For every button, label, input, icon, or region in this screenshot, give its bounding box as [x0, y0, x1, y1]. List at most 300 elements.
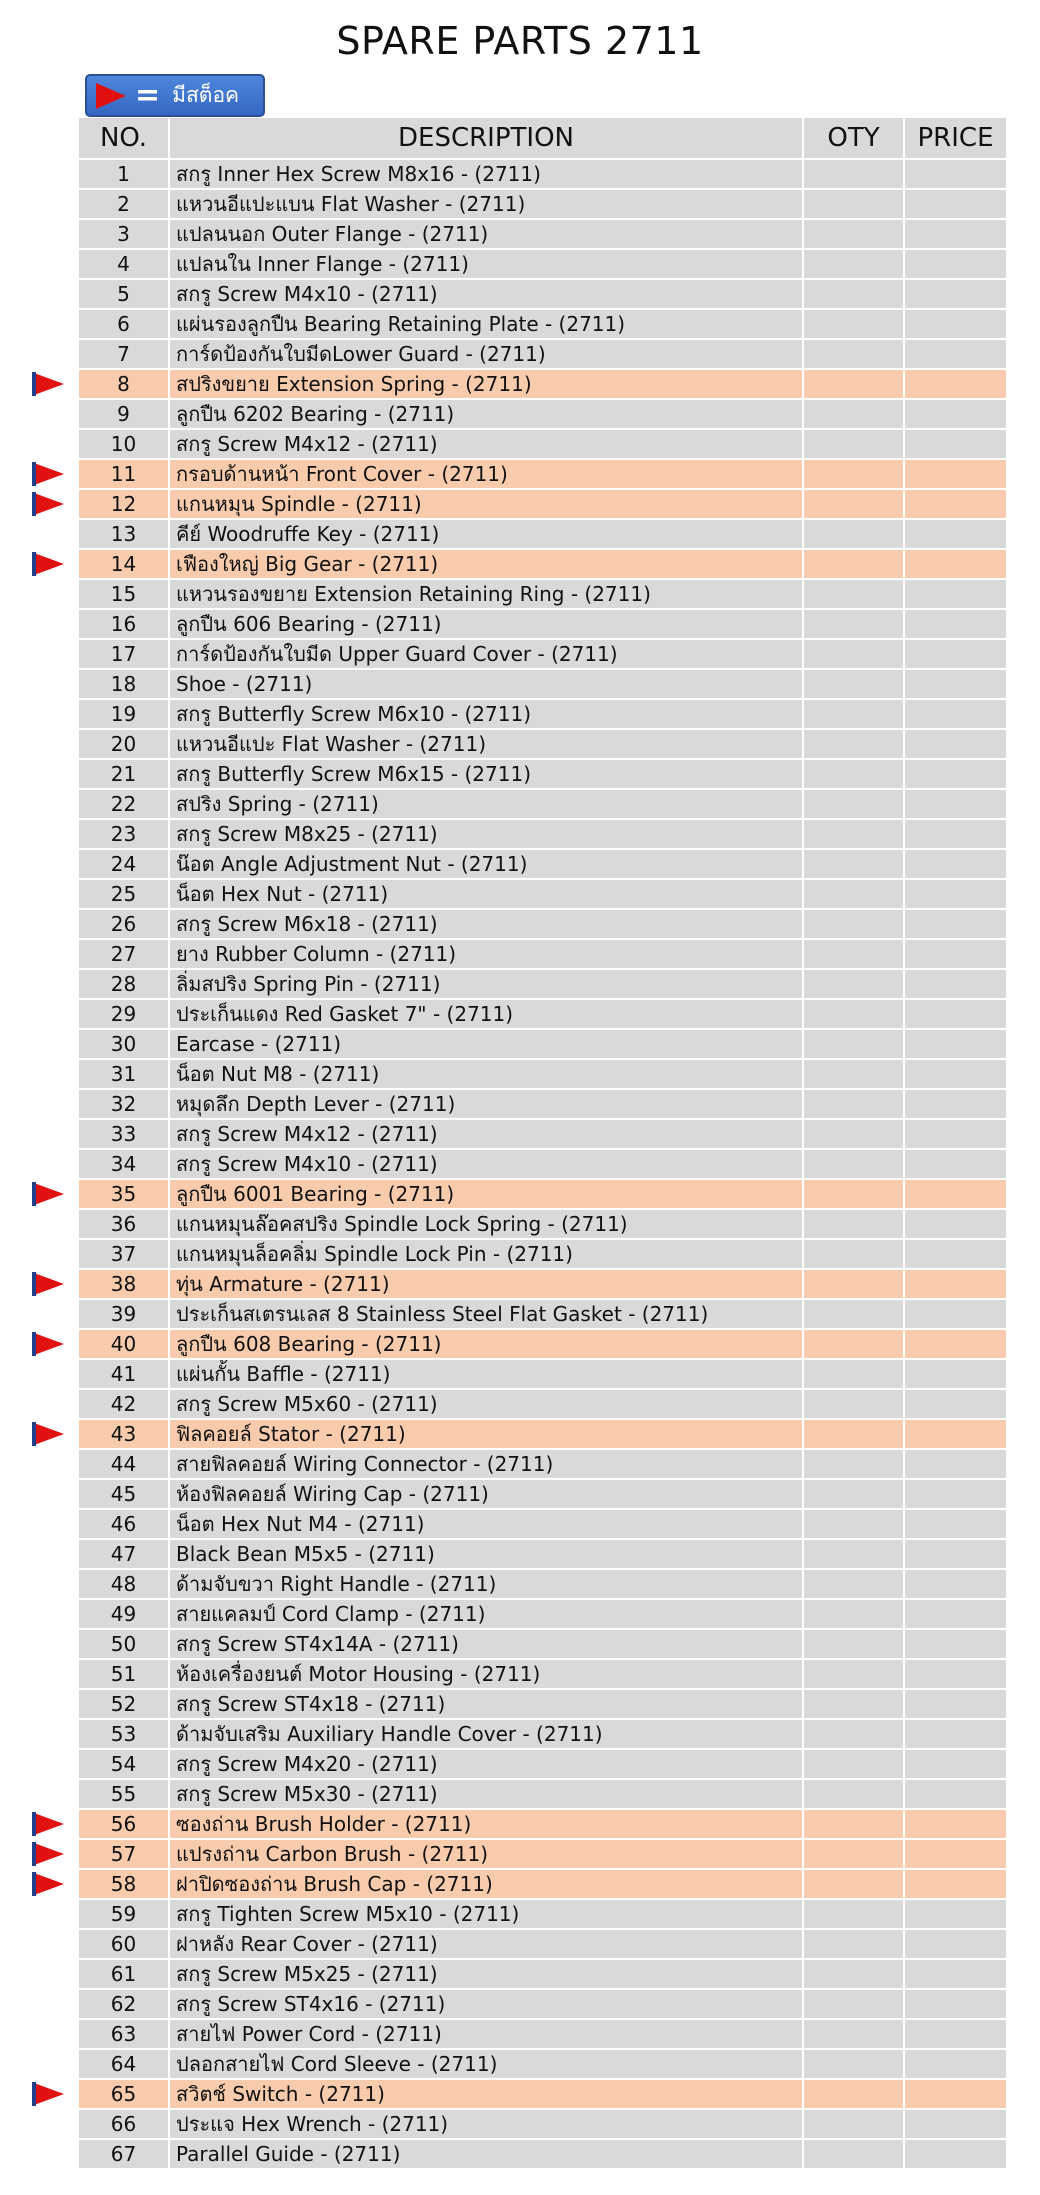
table-row [79, 370, 1010, 398]
table-row [79, 1120, 1010, 1148]
part-number: 20 [79, 730, 168, 758]
part-number: 25 [79, 880, 168, 908]
part-price [905, 1870, 1006, 1898]
part-description: แปลนนอก Outer Flange - (2711) [170, 220, 802, 248]
table-row [79, 1330, 1010, 1358]
in-stock-arrow-icon [34, 1273, 64, 1295]
part-qty [804, 910, 903, 938]
part-description: สปริงขยาย Extension Spring - (2711) [170, 370, 802, 398]
part-number: 53 [79, 1720, 168, 1748]
table-row [79, 1420, 1010, 1448]
part-price [905, 160, 1006, 188]
part-number: 26 [79, 910, 168, 938]
part-description: ฝาหลัง Rear Cover - (2711) [170, 1930, 802, 1958]
part-price [905, 1630, 1006, 1658]
table-row [79, 220, 1010, 248]
part-price [905, 2140, 1006, 2168]
table-body [79, 160, 1010, 2168]
table-row [79, 280, 1010, 308]
table-row [79, 520, 1010, 548]
table-row [79, 1000, 1010, 1028]
part-qty [804, 580, 903, 608]
part-price [905, 1060, 1006, 1088]
part-number: 50 [79, 1630, 168, 1658]
part-number: 45 [79, 1480, 168, 1508]
part-description: แผ่นรองลูกปืน Bearing Retaining Plate - (2711) [170, 310, 802, 338]
part-description: แผ่นกั้น Baffle - (2711) [170, 1360, 802, 1388]
part-price [905, 1330, 1006, 1358]
part-price [905, 1210, 1006, 1238]
in-stock-arrow-icon [34, 493, 64, 515]
table-row [79, 1300, 1010, 1328]
table-row [79, 1360, 1010, 1388]
part-number: 57 [79, 1840, 168, 1868]
part-description: สกรู Screw M5x25 - (2711) [170, 1960, 802, 1988]
part-price [905, 910, 1006, 938]
part-description: ด้ามจับขวา Right Handle - (2711) [170, 1570, 802, 1598]
part-price [905, 1660, 1006, 1688]
part-number: 55 [79, 1780, 168, 1808]
part-qty [804, 340, 903, 368]
part-qty [804, 400, 903, 428]
part-qty [804, 700, 903, 728]
in-stock-arrow-icon [34, 463, 64, 485]
legend-label: มีสต็อค [172, 83, 240, 107]
part-price [905, 790, 1006, 818]
part-description: ลูกปืน 608 Bearing - (2711) [170, 1330, 802, 1358]
part-description: ประแจ Hex Wrench - (2711) [170, 2110, 802, 2138]
in-stock-arrow-icon [34, 1843, 64, 1865]
part-qty [804, 1300, 903, 1328]
table-row [79, 640, 1010, 668]
part-description: แกนหมุนล็อคลิ่ม Spindle Lock Pin - (2711) [170, 1240, 802, 1268]
part-number: 11 [79, 460, 168, 488]
part-number: 10 [79, 430, 168, 458]
part-description: น็อต Hex Nut - (2711) [170, 880, 802, 908]
part-description: สายฟิลคอยล์ Wiring Connector - (2711) [170, 1450, 802, 1478]
part-number: 37 [79, 1240, 168, 1268]
part-description: สกรู Screw ST4x14A - (2711) [170, 1630, 802, 1658]
part-qty [804, 1510, 903, 1538]
part-number: 22 [79, 790, 168, 818]
part-qty [804, 1960, 903, 1988]
part-qty [804, 940, 903, 968]
part-number: 32 [79, 1090, 168, 1118]
part-price [905, 730, 1006, 758]
part-qty [804, 370, 903, 398]
part-qty [804, 1480, 903, 1508]
part-number: 63 [79, 2020, 168, 2048]
legend-equals: = [135, 77, 161, 113]
part-qty [804, 640, 903, 668]
part-description: ห้องฟิลคอยล์ Wiring Cap - (2711) [170, 1480, 802, 1508]
page-title: SPARE PARTS 2711 [336, 19, 704, 63]
table-row [79, 940, 1010, 968]
part-qty [804, 1180, 903, 1208]
part-qty [804, 160, 903, 188]
part-qty [804, 1060, 903, 1088]
part-description: สกรู Butterfly Screw M6x15 - (2711) [170, 760, 802, 788]
table-row [79, 160, 1010, 188]
part-qty [804, 2020, 903, 2048]
table-row [79, 1090, 1010, 1118]
part-description: หมุดลึก Depth Lever - (2711) [170, 1090, 802, 1118]
part-number: 15 [79, 580, 168, 608]
table-row [79, 1960, 1010, 1988]
part-qty [804, 1360, 903, 1388]
table-row [79, 1180, 1010, 1208]
part-qty [804, 1210, 903, 1238]
part-qty [804, 1420, 903, 1448]
part-number: 21 [79, 760, 168, 788]
table-row [79, 400, 1010, 428]
part-qty [804, 1810, 903, 1838]
table-row [79, 2020, 1010, 2048]
part-qty [804, 1600, 903, 1628]
part-price [905, 1780, 1006, 1808]
part-description: สกรู Screw ST4x16 - (2711) [170, 1990, 802, 2018]
part-qty [804, 790, 903, 818]
part-price [905, 1390, 1006, 1418]
part-qty [804, 1750, 903, 1778]
part-description: สายไฟ Power Cord - (2711) [170, 2020, 802, 2048]
part-price [905, 1840, 1006, 1868]
part-number: 46 [79, 1510, 168, 1538]
part-qty [804, 1540, 903, 1568]
part-qty [804, 1990, 903, 2018]
part-qty [804, 730, 903, 758]
part-qty [804, 1090, 903, 1118]
part-price [905, 1000, 1006, 1028]
in-stock-arrow-icon [34, 1183, 64, 1205]
part-qty [804, 820, 903, 848]
part-price [905, 460, 1006, 488]
table-row [79, 1450, 1010, 1478]
part-price [905, 550, 1006, 578]
table-header [79, 118, 1010, 158]
part-description: ฝาปิดซองถ่าน Brush Cap - (2711) [170, 1870, 802, 1898]
part-number: 47 [79, 1540, 168, 1568]
header-no: NO. [79, 118, 168, 158]
table-row [79, 790, 1010, 818]
part-description: เฟืองใหญ่ Big Gear - (2711) [170, 550, 802, 578]
part-price [905, 1480, 1006, 1508]
table-row [79, 1390, 1010, 1418]
part-qty [804, 490, 903, 518]
part-price [905, 2110, 1006, 2138]
table-row [79, 610, 1010, 638]
part-qty [804, 1150, 903, 1178]
part-description: ยาง Rubber Column - (2711) [170, 940, 802, 968]
table-row [79, 1480, 1010, 1508]
table-row [79, 1030, 1010, 1058]
table-row [79, 1720, 1010, 1748]
part-price [905, 1990, 1006, 2018]
part-number: 64 [79, 2050, 168, 2078]
part-number: 23 [79, 820, 168, 848]
part-qty [804, 250, 903, 278]
part-number: 65 [79, 2080, 168, 2108]
table-row [79, 580, 1010, 608]
part-price [905, 1720, 1006, 1748]
part-number: 19 [79, 700, 168, 728]
part-description: Shoe - (2711) [170, 670, 802, 698]
part-description: ห้องเครื่องยนต์ Motor Housing - (2711) [170, 1660, 802, 1688]
part-number: 24 [79, 850, 168, 878]
table-row [79, 2050, 1010, 2078]
table-row [79, 310, 1010, 338]
part-number: 36 [79, 1210, 168, 1238]
part-number: 5 [79, 280, 168, 308]
part-number: 43 [79, 1420, 168, 1448]
part-qty [804, 220, 903, 248]
part-description: สกรู Screw ST4x18 - (2711) [170, 1690, 802, 1718]
part-description: ทุ่น Armature - (2711) [170, 1270, 802, 1298]
part-price [905, 1150, 1006, 1178]
part-description: สกรู Screw M4x10 - (2711) [170, 1150, 802, 1178]
table-row [79, 910, 1010, 938]
table-row [79, 1990, 1010, 2018]
part-qty [804, 1690, 903, 1718]
part-number: 49 [79, 1600, 168, 1628]
part-price [905, 1600, 1006, 1628]
header-qty: OTY [804, 118, 903, 158]
part-number: 35 [79, 1180, 168, 1208]
part-price [905, 940, 1006, 968]
part-qty [804, 2110, 903, 2138]
part-number: 18 [79, 670, 168, 698]
table-row [79, 1750, 1010, 1778]
table-row [79, 1510, 1010, 1538]
part-price [905, 1120, 1006, 1148]
parts-table [79, 118, 1010, 2170]
part-price [905, 1540, 1006, 1568]
part-price [905, 1750, 1006, 1778]
part-number: 6 [79, 310, 168, 338]
part-price [905, 1240, 1006, 1268]
part-qty [804, 850, 903, 878]
part-number: 58 [79, 1870, 168, 1898]
part-price [905, 610, 1006, 638]
stock-legend [85, 74, 265, 117]
part-price [905, 400, 1006, 428]
part-description: ลูกปืน 606 Bearing - (2711) [170, 610, 802, 638]
table-row [79, 700, 1010, 728]
table-row [79, 1870, 1010, 1898]
part-price [905, 1690, 1006, 1718]
part-price [905, 1570, 1006, 1598]
part-qty [804, 520, 903, 548]
part-number: 59 [79, 1900, 168, 1928]
part-description: สกรู Screw M6x18 - (2711) [170, 910, 802, 938]
part-qty [804, 1930, 903, 1958]
part-qty [804, 280, 903, 308]
part-qty [804, 670, 903, 698]
part-qty [804, 1390, 903, 1418]
part-price [905, 310, 1006, 338]
part-price [905, 490, 1006, 518]
part-number: 9 [79, 400, 168, 428]
part-number: 4 [79, 250, 168, 278]
red-arrow-icon [96, 83, 126, 109]
part-qty [804, 550, 903, 578]
part-number: 41 [79, 1360, 168, 1388]
part-qty [804, 610, 903, 638]
part-description: น็อต Nut M8 - (2711) [170, 1060, 802, 1088]
part-qty [804, 1870, 903, 1898]
part-number: 17 [79, 640, 168, 668]
table-row [79, 1540, 1010, 1568]
table-row [79, 850, 1010, 878]
part-qty [804, 1570, 903, 1598]
in-stock-arrow-icon [34, 1873, 64, 1895]
table-row [79, 460, 1010, 488]
part-description: Black Bean M5x5 - (2711) [170, 1540, 802, 1568]
part-description: สกรู Screw M4x20 - (2711) [170, 1750, 802, 1778]
part-price [905, 640, 1006, 668]
table-row [79, 1660, 1010, 1688]
part-price [905, 430, 1006, 458]
part-description: ลิ่มสปริง Spring Pin - (2711) [170, 970, 802, 998]
part-price [905, 820, 1006, 848]
part-qty [804, 1660, 903, 1688]
part-price [905, 1450, 1006, 1478]
table-row [79, 1840, 1010, 1868]
part-description: ซองถ่าน Brush Holder - (2711) [170, 1810, 802, 1838]
part-description: กรอบด้านหน้า Front Cover - (2711) [170, 460, 802, 488]
part-qty [804, 1000, 903, 1028]
part-qty [804, 1330, 903, 1358]
part-price [905, 880, 1006, 908]
table-row [79, 730, 1010, 758]
part-description: คีย์ Woodruffe Key - (2711) [170, 520, 802, 548]
part-price [905, 250, 1006, 278]
in-stock-arrow-icon [34, 553, 64, 575]
table-row [79, 2140, 1010, 2168]
part-qty [804, 2140, 903, 2168]
part-number: 66 [79, 2110, 168, 2138]
part-number: 40 [79, 1330, 168, 1358]
part-number: 44 [79, 1450, 168, 1478]
table-row [79, 1150, 1010, 1178]
table-row [79, 2080, 1010, 2108]
part-price [905, 700, 1006, 728]
in-stock-arrow-icon [34, 1813, 64, 1835]
part-number: 29 [79, 1000, 168, 1028]
part-qty [804, 1270, 903, 1298]
part-price [905, 1810, 1006, 1838]
part-description: สกรู Inner Hex Screw M8x16 - (2711) [170, 160, 802, 188]
part-number: 1 [79, 160, 168, 188]
in-stock-arrow-icon [34, 373, 64, 395]
table-row [79, 760, 1010, 788]
table-row [79, 1600, 1010, 1628]
table-row [79, 490, 1010, 518]
part-price [905, 1090, 1006, 1118]
table-row [79, 430, 1010, 458]
part-description: น็อต Hex Nut M4 - (2711) [170, 1510, 802, 1538]
part-description: สกรู Screw M4x12 - (2711) [170, 1120, 802, 1148]
part-price [905, 370, 1006, 398]
table-row [79, 1270, 1010, 1298]
part-description: น๊อต Angle Adjustment Nut - (2711) [170, 850, 802, 878]
part-qty [804, 1120, 903, 1148]
part-number: 61 [79, 1960, 168, 1988]
part-price [905, 1930, 1006, 1958]
part-description: สกรู Screw M8x25 - (2711) [170, 820, 802, 848]
part-price [905, 340, 1006, 368]
part-qty [804, 2080, 903, 2108]
part-price [905, 1900, 1006, 1928]
table-row [79, 340, 1010, 368]
part-description: สกรู Screw M5x30 - (2711) [170, 1780, 802, 1808]
in-stock-arrow-icon [34, 1333, 64, 1355]
part-description: สกรู Butterfly Screw M6x10 - (2711) [170, 700, 802, 728]
header-price: PRICE [905, 118, 1006, 158]
part-description: ลูกปืน 6202 Bearing - (2711) [170, 400, 802, 428]
part-number: 27 [79, 940, 168, 968]
part-price [905, 1360, 1006, 1388]
part-qty [804, 1840, 903, 1868]
table-row [79, 1780, 1010, 1808]
part-number: 42 [79, 1390, 168, 1418]
part-number: 62 [79, 1990, 168, 2018]
part-description: แกนหมุนล๊อคสปริง Spindle Lock Spring - (2711) [170, 1210, 802, 1238]
part-price [905, 520, 1006, 548]
part-description: แปลนใน Inner Flange - (2711) [170, 250, 802, 278]
part-number: 60 [79, 1930, 168, 1958]
part-description: สกรู Screw M5x60 - (2711) [170, 1390, 802, 1418]
part-number: 3 [79, 220, 168, 248]
table-row [79, 550, 1010, 578]
part-number: 30 [79, 1030, 168, 1058]
part-description: แหวนอีแปะแบน Flat Washer - (2711) [170, 190, 802, 218]
part-description: ลูกปืน 6001 Bearing - (2711) [170, 1180, 802, 1208]
part-qty [804, 1030, 903, 1058]
part-description: สกรู Screw M4x10 - (2711) [170, 280, 802, 308]
part-number: 16 [79, 610, 168, 638]
part-description: การ์ดป้องกันใบมีด Upper Guard Cover - (2711) [170, 640, 802, 668]
part-qty [804, 970, 903, 998]
part-description: สปริง Spring - (2711) [170, 790, 802, 818]
part-qty [804, 1630, 903, 1658]
part-price [905, 1960, 1006, 1988]
part-price [905, 970, 1006, 998]
part-number: 13 [79, 520, 168, 548]
part-description: สกรู Tighten Screw M5x10 - (2711) [170, 1900, 802, 1928]
table-row [79, 670, 1010, 698]
table-row [79, 250, 1010, 278]
part-description: สายแคลมป์ Cord Clamp - (2711) [170, 1600, 802, 1628]
part-qty [804, 880, 903, 908]
part-description: Parallel Guide - (2711) [170, 2140, 802, 2168]
header-description: DESCRIPTION [170, 118, 802, 158]
part-qty [804, 1900, 903, 1928]
part-description: ประเก็นสเตรนเลส 8 Stainless Steel Flat Gasket - (2711) [170, 1300, 802, 1328]
table-row [79, 970, 1010, 998]
table-row [79, 1210, 1010, 1238]
part-description: สวิตช์ Switch - (2711) [170, 2080, 802, 2108]
part-description: Earcase - (2711) [170, 1030, 802, 1058]
part-price [905, 670, 1006, 698]
part-qty [804, 760, 903, 788]
table-row [79, 1060, 1010, 1088]
part-description: การ์ดป้องกันใบมีดLower Guard - (2711) [170, 340, 802, 368]
part-number: 38 [79, 1270, 168, 1298]
table-row [79, 190, 1010, 218]
part-qty [804, 460, 903, 488]
table-row [79, 880, 1010, 908]
